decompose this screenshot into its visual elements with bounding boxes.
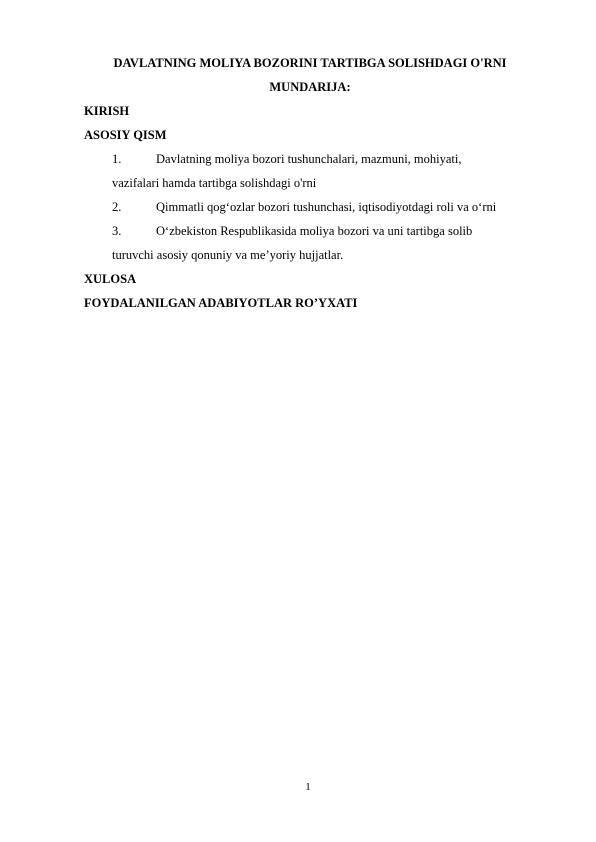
- toc-entry-intro: KIRISH: [84, 104, 130, 118]
- toc-item-number: 3.: [112, 224, 122, 238]
- document-title: DAVLATNING MOLIYA BOZORINI TARTIBGA SOLISHDAGI O'RNI: [113, 56, 507, 70]
- toc-item-3-continuation: turuvchi asosiy qonuniy va me’yoriy hujjatlar.: [112, 248, 344, 262]
- toc-entry-references: FOYDALANILGAN ADABIYOTLAR RO’YXATI: [84, 296, 358, 310]
- toc-item-text: Qimmatli qog‘ozlar bozori tushunchasi, iqtisodiyotdagi roli va o‘rni: [156, 200, 497, 214]
- toc-item-text: O‘zbekiston Respublikasida moliya bozori va uni tartibga solib: [156, 224, 473, 238]
- toc-item-text: Davlatning moliya bozori tushunchalari, mazmuni, mohiyati,: [156, 152, 462, 166]
- toc-item-number: 1.: [112, 152, 122, 166]
- table-of-contents-heading: MUNDARIJA:: [269, 80, 351, 94]
- page-number: 1: [305, 781, 311, 793]
- toc-entry-main-part: ASOSIY QISM: [84, 128, 167, 142]
- toc-item-number: 2.: [112, 200, 122, 214]
- toc-item-1-continuation: vazifalari hamda tartibga solishdagi o'rni: [112, 176, 317, 190]
- toc-entry-conclusion: XULOSA: [84, 272, 137, 286]
